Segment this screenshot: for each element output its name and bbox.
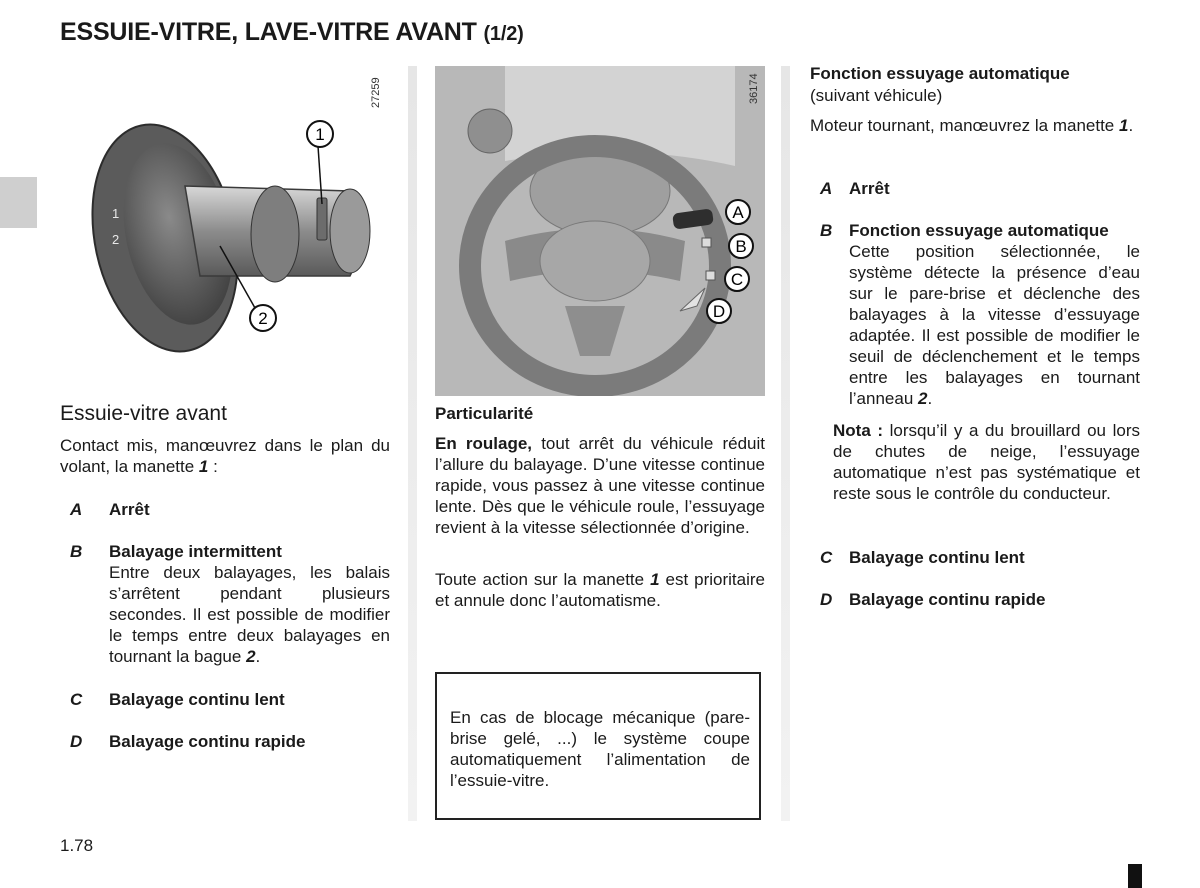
col3-intro-text-b: . [1128, 116, 1134, 135]
section-heading: Essuie-vitre avant [60, 402, 227, 425]
col3-intro-number: 1 [1118, 116, 1129, 135]
col3-item-b [820, 220, 1140, 409]
callout-a-label: A [732, 203, 744, 222]
col3-item-b-desc-number: 2 [918, 389, 928, 408]
col2-p2-text-b: est prioritaire et annule donc l’automatisme. [435, 570, 765, 610]
dial-mark-2: 2 [112, 232, 120, 247]
col1-item-a-label: Arrêt [109, 500, 150, 519]
col3-heading: Fonction essuyage automatique [810, 64, 1070, 83]
figure-2-ref: 36174 [748, 73, 760, 104]
col1-item-b-desc-number: 2 [246, 647, 256, 666]
position-mark-c [706, 271, 715, 280]
col3-item-b-desc-a: Cette position sélectionnée, le système détecte la présence d’eau sur le pare-brise et déclenche des balayages à la vitesse d’essuyage adaptée. Il est possible de modifier le seuil de déclenchement et le temps entre les balayages en tournant l’anneau [849, 242, 1140, 408]
col3-item-c-letter: C [820, 548, 833, 567]
col3-intro [810, 115, 1140, 136]
col2-p2-text-a: Toute action sur la manette [435, 570, 651, 589]
col1-intro-text-b: : [208, 457, 218, 476]
warning-box [435, 672, 761, 820]
position-mark-b [702, 238, 711, 247]
callout-c-label: C [730, 270, 744, 289]
page-title-text: ESSUIE-VITRE, LAVE-VITRE AVANT [60, 18, 477, 46]
dial-mark-1: 1 [112, 206, 120, 221]
air-vent [468, 109, 512, 153]
callout-2-label: 2 [258, 309, 268, 328]
col3-item-b-desc-b: . [927, 389, 933, 408]
col3-nota-label: Nota : [833, 421, 884, 440]
col3-item-b-label: Fonction essuyage automatique [849, 221, 1109, 240]
wiper-stalk-illustration [60, 66, 390, 356]
col1-intro-text-a: Contact mis, manœuvrez dans le plan du volant, la manette [60, 436, 390, 476]
col3-item-c [820, 547, 1140, 568]
page-title-part: (1/2) [483, 23, 524, 45]
steering-wheel-illustration [435, 66, 765, 396]
col1-intro [60, 435, 390, 477]
col3-item-b-letter: B [820, 221, 833, 240]
stalk-end-cap [330, 189, 370, 273]
col3-nota [833, 420, 1140, 504]
col1-item-b-letter: B [70, 542, 83, 561]
col3-item-d [820, 589, 1140, 610]
col3-item-a-letter: A [820, 179, 833, 198]
stalk-ring [251, 186, 299, 282]
col3-item-d-label: Balayage continu rapide [849, 590, 1046, 609]
col1-intro-number: 1 [198, 457, 209, 476]
col1-item-d-letter: D [70, 732, 83, 751]
wiper-stalk-figure [60, 66, 390, 356]
col2-heading: Particularité [435, 404, 534, 423]
col3-nota-text: lorsqu’il y a du brouillard ou lors de chutes de neige, l’essuyage automatique n’est pas systématique et reste sous le contrôle du conducteur. [833, 421, 1140, 503]
steering-wheel-figure [435, 66, 765, 396]
col3-intro-text-a: Moteur tournant, manœuvrez la manette [810, 116, 1119, 135]
callout-d-label: D [712, 302, 726, 321]
col1-item-b [70, 541, 390, 667]
col1-item-b-desc-b: . [255, 647, 261, 666]
column-divider-right [781, 66, 790, 821]
col2-paragraph-2 [435, 569, 765, 611]
column-divider-left [408, 66, 417, 821]
col3-subheading: (suivant véhicule) [810, 86, 943, 105]
col1-item-d [70, 731, 390, 752]
col1-item-b-desc [109, 562, 390, 667]
col3-item-d-letter: D [820, 590, 833, 609]
steering-wheel-hub [540, 221, 650, 301]
col1-item-c-label: Balayage continu lent [109, 690, 285, 709]
col2-p1-rest: tout arrêt du véhicule réduit l’allure du balayage. D’une vitesse continue rapide, vous passez à une vitesse continue lente. Dès que le véhicule roule, l’essuyage revient à la vitesse sélectionnée d’origine. [435, 434, 766, 537]
stalk-switch [317, 198, 327, 240]
col2-p1-bold: En roulage, [435, 434, 533, 453]
col1-item-d-label: Balayage continu rapide [109, 732, 306, 751]
callout-1-label: 1 [315, 125, 325, 144]
col3-item-b-desc [849, 241, 1140, 409]
col3-item-c-label: Balayage continu lent [849, 548, 1025, 567]
col1-item-a-letter: A [70, 500, 83, 519]
col1-item-a [70, 499, 390, 520]
page-corner-mark [1128, 864, 1142, 888]
col1-item-b-desc-a: Entre deux balayages, les balais s’arrêtent pendant plusieurs secondes. Il est possible de modifier le temps entre deux balayages en tournant la bague [109, 563, 390, 666]
figure-1-ref: 27259 [370, 77, 382, 108]
page-title [60, 18, 524, 47]
col1-item-b-label: Balayage intermittent [109, 542, 282, 561]
col3-item-a-label: Arrêt [849, 179, 890, 198]
callout-b-label: B [735, 237, 747, 256]
col1-item-c-letter: C [70, 690, 83, 709]
col2-paragraph-1 [435, 433, 765, 538]
col2-p2-number: 1 [650, 570, 660, 589]
col1-item-c [70, 689, 390, 710]
side-tab [0, 177, 37, 228]
warning-text: En cas de blocage mécanique (pare-brise gelé, ...) le système coupe automatiquement l’alimentation de l’essuie-vitre. [450, 708, 750, 790]
col3-item-a [820, 178, 1140, 199]
page-number: 1.78 [60, 836, 94, 855]
